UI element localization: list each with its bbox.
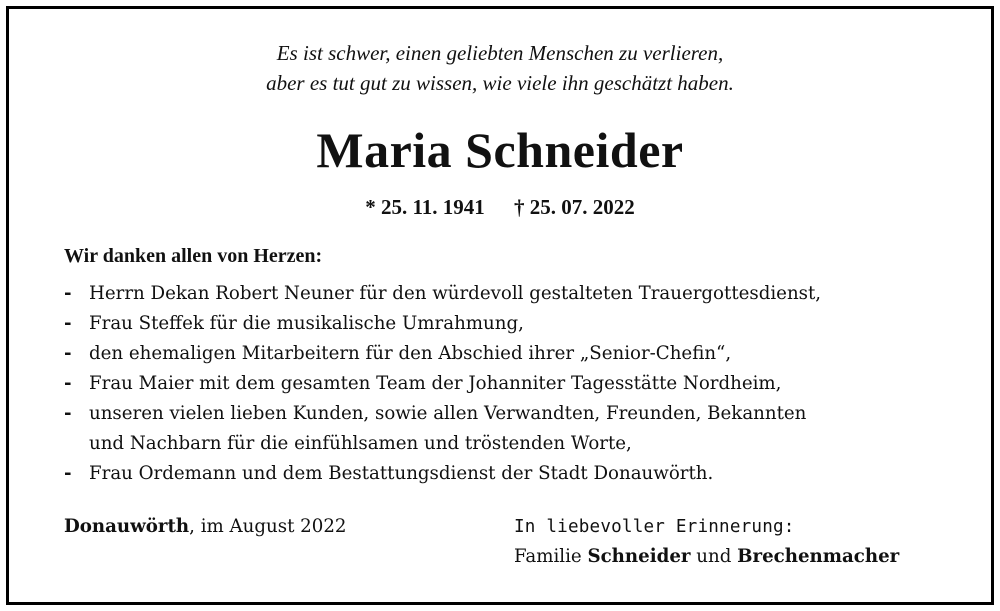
thanks-item-text: Frau Steffek für die musikalische Umrahmung, <box>89 313 524 334</box>
dash-bullet: - <box>64 373 72 394</box>
thanks-item-text-continued: und Nachbarn für die einfühlsamen und tröstenden Worte, <box>89 433 632 454</box>
thanks-item <box>64 309 964 339</box>
family-line <box>514 542 899 572</box>
place-name: Donauwörth <box>64 516 190 537</box>
thanks-item-text: den ehemaligen Mitarbeitern für den Abschied ihrer „Senior-Chefin“, <box>89 343 732 364</box>
birth-date: * 25. 11. 1941 <box>365 195 485 219</box>
date-text: , im August 2022 <box>189 516 347 537</box>
signature-block <box>514 512 899 572</box>
dash-bullet: - <box>64 283 72 304</box>
remembrance-line: In liebevoller Erinnerung: <box>514 517 795 537</box>
thanks-item <box>64 369 964 399</box>
family-and: und <box>690 546 738 567</box>
dash-bullet: - <box>64 463 72 484</box>
thanks-item <box>64 459 964 489</box>
thanks-item-text: Frau Maier mit dem gesamten Team der Johanniter Tagesstätte Nordheim, <box>89 373 782 394</box>
deceased-name: Maria Schneider <box>316 122 684 178</box>
dash-bullet: - <box>64 313 72 334</box>
family-name-schneider: Schneider <box>587 546 691 567</box>
place-and-date <box>64 512 346 542</box>
thanks-item <box>64 279 964 309</box>
quote-line-2: aber es tut gut zu wissen, wie viele ihn geschätzt haben. <box>266 71 734 95</box>
dash-bullet: - <box>64 343 72 364</box>
family-name-brechenmacher: Brechenmacher <box>737 546 900 567</box>
family-prefix: Familie <box>514 546 588 567</box>
thanks-list <box>64 279 964 489</box>
life-dates <box>0 192 1000 222</box>
thanks-item-text: Herrn Dekan Robert Neuner für den würdevoll gestalteten Trauergottesdienst, <box>89 283 822 304</box>
thanks-item-text: unseren vielen lieben Kunden, sowie allen Verwandten, Freunden, Bekannten <box>89 403 807 424</box>
quote-line-1: Es ist schwer, einen geliebten Menschen zu verlieren, <box>276 41 724 65</box>
thanks-heading: Wir danken allen von Herzen: <box>64 245 323 267</box>
thanks-item <box>64 339 964 369</box>
death-date: † 25. 07. 2022 <box>514 195 635 219</box>
dash-bullet: - <box>64 403 72 424</box>
thanks-item <box>64 399 964 459</box>
thanks-item-text: Frau Ordemann und dem Bestattungsdienst der Stadt Donauwörth. <box>89 463 714 484</box>
